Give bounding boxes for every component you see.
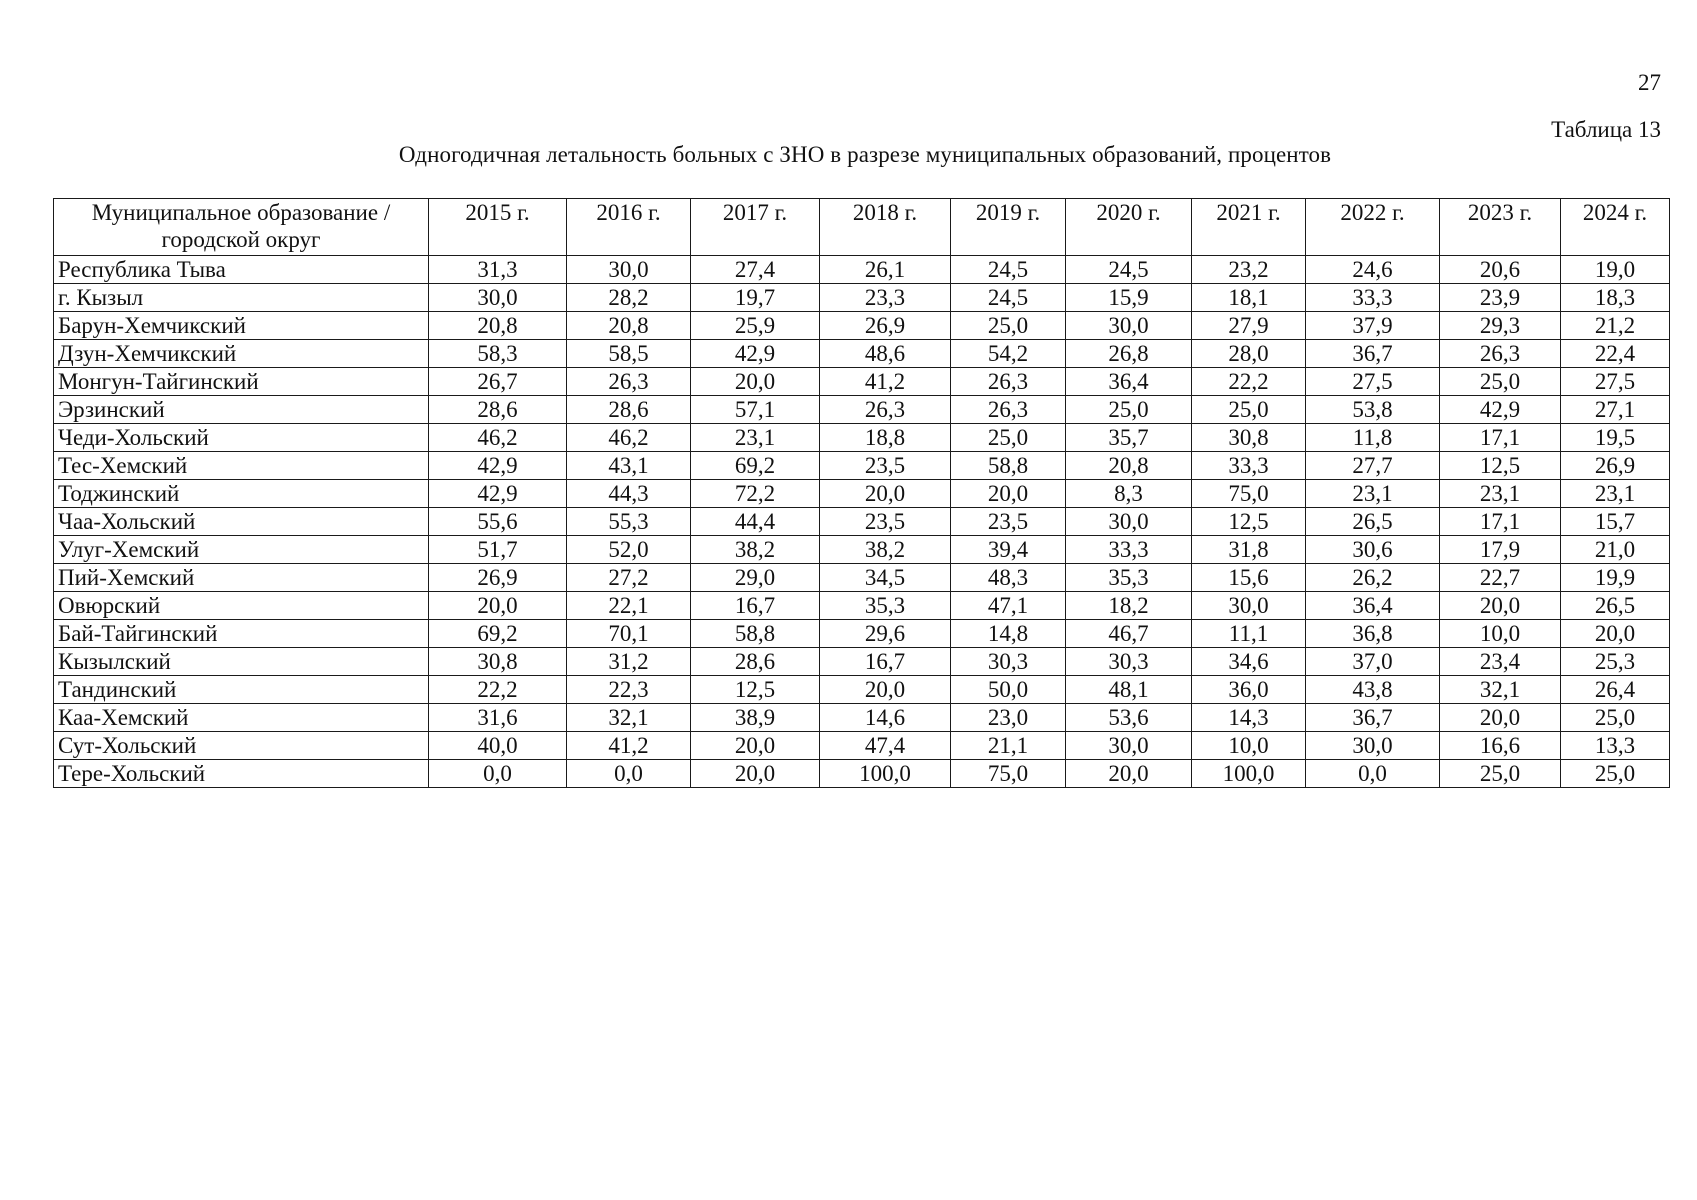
table-row (54, 396, 1670, 424)
value-cell: 26,3 (951, 396, 1066, 424)
value-cell: 41,2 (567, 732, 691, 760)
value-cell: 0,0 (1306, 760, 1440, 788)
value-cell: 26,5 (1306, 508, 1440, 536)
value-cell: 14,6 (820, 704, 951, 732)
value-cell: 28,6 (429, 396, 567, 424)
value-cell: 54,2 (951, 340, 1066, 368)
table-row (54, 452, 1670, 480)
value-cell: 33,3 (1192, 452, 1306, 480)
municipality-name-cell: Барун-Хемчикский (54, 312, 429, 340)
column-header-year: 2018 г. (820, 199, 951, 256)
value-cell: 24,5 (951, 256, 1066, 284)
municipality-name-cell: Дзун-Хемчикский (54, 340, 429, 368)
value-cell: 52,0 (567, 536, 691, 564)
value-cell: 37,0 (1306, 648, 1440, 676)
municipality-name-cell: Сут-Хольский (54, 732, 429, 760)
value-cell: 26,3 (951, 368, 1066, 396)
table-row (54, 648, 1670, 676)
column-header-year: 2015 г. (429, 199, 567, 256)
value-cell: 23,0 (951, 704, 1066, 732)
value-cell: 20,0 (951, 480, 1066, 508)
value-cell: 25,0 (1561, 760, 1670, 788)
table-row (54, 704, 1670, 732)
value-cell: 19,5 (1561, 424, 1670, 452)
value-cell: 46,2 (429, 424, 567, 452)
value-cell: 38,9 (691, 704, 820, 732)
value-cell: 33,3 (1066, 536, 1192, 564)
municipality-name-cell: Кызылский (54, 648, 429, 676)
municipality-name-cell: Тес-Хемский (54, 452, 429, 480)
value-cell: 25,3 (1561, 648, 1670, 676)
value-cell: 26,9 (1561, 452, 1670, 480)
value-cell: 20,8 (567, 312, 691, 340)
value-cell: 26,8 (1066, 340, 1192, 368)
value-cell: 26,3 (820, 396, 951, 424)
value-cell: 10,0 (1192, 732, 1306, 760)
column-header-year: 2024 г. (1561, 199, 1670, 256)
value-cell: 70,1 (567, 620, 691, 648)
value-cell: 25,0 (951, 312, 1066, 340)
value-cell: 25,0 (1066, 396, 1192, 424)
value-cell: 13,3 (1561, 732, 1670, 760)
value-cell: 16,7 (691, 592, 820, 620)
value-cell: 42,9 (429, 452, 567, 480)
value-cell: 23,1 (1306, 480, 1440, 508)
municipality-name-cell: Республика Тыва (54, 256, 429, 284)
value-cell: 25,0 (951, 424, 1066, 452)
municipality-name-cell: Пий-Хемский (54, 564, 429, 592)
value-cell: 27,9 (1192, 312, 1306, 340)
value-cell: 31,3 (429, 256, 567, 284)
value-cell: 16,7 (820, 648, 951, 676)
value-cell: 31,2 (567, 648, 691, 676)
value-cell: 29,0 (691, 564, 820, 592)
municipality-name-cell: г. Кызыл (54, 284, 429, 312)
table-header-row (54, 199, 1670, 256)
value-cell: 27,5 (1561, 368, 1670, 396)
value-cell: 15,9 (1066, 284, 1192, 312)
value-cell: 12,5 (1192, 508, 1306, 536)
value-cell: 26,1 (820, 256, 951, 284)
column-header-year: 2016 г. (567, 199, 691, 256)
column-header-year: 2019 г. (951, 199, 1066, 256)
table-row (54, 732, 1670, 760)
value-cell: 16,6 (1440, 732, 1561, 760)
value-cell: 53,6 (1066, 704, 1192, 732)
table-row (54, 368, 1670, 396)
value-cell: 17,1 (1440, 424, 1561, 452)
value-cell: 42,9 (1440, 396, 1561, 424)
value-cell: 22,7 (1440, 564, 1561, 592)
value-cell: 20,0 (1066, 760, 1192, 788)
municipality-name-cell: Тере-Хольский (54, 760, 429, 788)
table-row (54, 284, 1670, 312)
value-cell: 20,0 (691, 368, 820, 396)
value-cell: 27,7 (1306, 452, 1440, 480)
municipality-name-cell: Чеди-Хольский (54, 424, 429, 452)
value-cell: 30,0 (1066, 732, 1192, 760)
table-row (54, 312, 1670, 340)
value-cell: 28,6 (567, 396, 691, 424)
value-cell: 18,2 (1066, 592, 1192, 620)
value-cell: 41,2 (820, 368, 951, 396)
value-cell: 22,2 (1192, 368, 1306, 396)
value-cell: 25,9 (691, 312, 820, 340)
value-cell: 0,0 (567, 760, 691, 788)
value-cell: 20,0 (429, 592, 567, 620)
value-cell: 18,3 (1561, 284, 1670, 312)
value-cell: 26,3 (1440, 340, 1561, 368)
value-cell: 30,0 (1192, 592, 1306, 620)
value-cell: 12,5 (691, 676, 820, 704)
value-cell: 23,4 (1440, 648, 1561, 676)
municipality-name-cell: Овюрский (54, 592, 429, 620)
value-cell: 30,6 (1306, 536, 1440, 564)
value-cell: 30,8 (1192, 424, 1306, 452)
value-cell: 23,1 (1440, 480, 1561, 508)
value-cell: 55,6 (429, 508, 567, 536)
column-header-municipality: Муниципальное образование / городской округ (54, 199, 429, 256)
value-cell: 75,0 (951, 760, 1066, 788)
value-cell: 26,2 (1306, 564, 1440, 592)
value-cell: 23,1 (691, 424, 820, 452)
value-cell: 30,3 (1066, 648, 1192, 676)
value-cell: 18,1 (1192, 284, 1306, 312)
value-cell: 20,0 (1561, 620, 1670, 648)
table-row (54, 592, 1670, 620)
value-cell: 20,6 (1440, 256, 1561, 284)
value-cell: 22,2 (429, 676, 567, 704)
column-header-year: 2020 г. (1066, 199, 1192, 256)
value-cell: 23,5 (820, 452, 951, 480)
value-cell: 24,6 (1306, 256, 1440, 284)
value-cell: 37,9 (1306, 312, 1440, 340)
value-cell: 11,1 (1192, 620, 1306, 648)
value-cell: 19,9 (1561, 564, 1670, 592)
value-cell: 27,5 (1306, 368, 1440, 396)
value-cell: 43,8 (1306, 676, 1440, 704)
value-cell: 44,4 (691, 508, 820, 536)
table-row (54, 480, 1670, 508)
value-cell: 24,5 (951, 284, 1066, 312)
value-cell: 29,6 (820, 620, 951, 648)
value-cell: 25,0 (1440, 760, 1561, 788)
value-cell: 29,3 (1440, 312, 1561, 340)
value-cell: 10,0 (1440, 620, 1561, 648)
value-cell: 23,1 (1561, 480, 1670, 508)
value-cell: 30,0 (567, 256, 691, 284)
value-cell: 23,2 (1192, 256, 1306, 284)
value-cell: 17,1 (1440, 508, 1561, 536)
value-cell: 21,1 (951, 732, 1066, 760)
value-cell: 27,2 (567, 564, 691, 592)
column-header-year: 2022 г. (1306, 199, 1440, 256)
value-cell: 58,8 (951, 452, 1066, 480)
value-cell: 23,5 (820, 508, 951, 536)
value-cell: 36,4 (1306, 592, 1440, 620)
table-row (54, 564, 1670, 592)
value-cell: 39,4 (951, 536, 1066, 564)
value-cell: 36,7 (1306, 704, 1440, 732)
value-cell: 26,3 (567, 368, 691, 396)
value-cell: 100,0 (820, 760, 951, 788)
value-cell: 30,0 (1066, 508, 1192, 536)
value-cell: 21,2 (1561, 312, 1670, 340)
municipality-name-cell: Улуг-Хемский (54, 536, 429, 564)
value-cell: 26,5 (1561, 592, 1670, 620)
value-cell: 21,0 (1561, 536, 1670, 564)
value-cell: 30,0 (429, 284, 567, 312)
value-cell: 20,0 (691, 732, 820, 760)
municipality-name-cell: Эрзинский (54, 396, 429, 424)
value-cell: 27,1 (1561, 396, 1670, 424)
value-cell: 72,2 (691, 480, 820, 508)
value-cell: 20,0 (820, 676, 951, 704)
value-cell: 36,7 (1306, 340, 1440, 368)
value-cell: 48,1 (1066, 676, 1192, 704)
value-cell: 24,5 (1066, 256, 1192, 284)
value-cell: 44,3 (567, 480, 691, 508)
value-cell: 35,3 (1066, 564, 1192, 592)
table-row (54, 620, 1670, 648)
value-cell: 25,0 (1440, 368, 1561, 396)
table-label: Таблица 13 (1551, 117, 1661, 142)
value-cell: 30,0 (1066, 312, 1192, 340)
value-cell: 55,3 (567, 508, 691, 536)
value-cell: 20,8 (1066, 452, 1192, 480)
value-cell: 32,1 (1440, 676, 1561, 704)
value-cell: 69,2 (429, 620, 567, 648)
table-body (54, 256, 1670, 788)
value-cell: 20,0 (820, 480, 951, 508)
table-row (54, 536, 1670, 564)
value-cell: 30,8 (429, 648, 567, 676)
table-row (54, 760, 1670, 788)
value-cell: 14,8 (951, 620, 1066, 648)
value-cell: 17,9 (1440, 536, 1561, 564)
value-cell: 42,9 (691, 340, 820, 368)
value-cell: 25,0 (1561, 704, 1670, 732)
value-cell: 15,7 (1561, 508, 1670, 536)
municipality-name-cell: Тандинский (54, 676, 429, 704)
table-title: Одногодичная летальность больных с ЗНО в разрезе муниципальных образований, процентов (398, 142, 1332, 167)
value-cell: 46,2 (567, 424, 691, 452)
value-cell: 26,9 (429, 564, 567, 592)
column-header-year: 2017 г. (691, 199, 820, 256)
value-cell: 31,8 (1192, 536, 1306, 564)
value-cell: 12,5 (1440, 452, 1561, 480)
value-cell: 22,1 (567, 592, 691, 620)
value-cell: 25,0 (1192, 396, 1306, 424)
value-cell: 42,9 (429, 480, 567, 508)
value-cell: 36,4 (1066, 368, 1192, 396)
value-cell: 48,6 (820, 340, 951, 368)
value-cell: 34,6 (1192, 648, 1306, 676)
value-cell: 51,7 (429, 536, 567, 564)
table-row (54, 340, 1670, 368)
data-table (53, 198, 1670, 788)
value-cell: 20,0 (1440, 592, 1561, 620)
value-cell: 100,0 (1192, 760, 1306, 788)
value-cell: 26,9 (820, 312, 951, 340)
value-cell: 14,3 (1192, 704, 1306, 732)
value-cell: 19,0 (1561, 256, 1670, 284)
table-row (54, 424, 1670, 452)
value-cell: 40,0 (429, 732, 567, 760)
municipality-name-cell: Чаа-Хольский (54, 508, 429, 536)
value-cell: 31,6 (429, 704, 567, 732)
value-cell: 28,6 (691, 648, 820, 676)
value-cell: 27,4 (691, 256, 820, 284)
municipality-name-cell: Каа-Хемский (54, 704, 429, 732)
municipality-name-cell: Тоджинский (54, 480, 429, 508)
value-cell: 69,2 (691, 452, 820, 480)
value-cell: 0,0 (429, 760, 567, 788)
value-cell: 48,3 (951, 564, 1066, 592)
value-cell: 53,8 (1306, 396, 1440, 424)
value-cell: 58,8 (691, 620, 820, 648)
value-cell: 23,5 (951, 508, 1066, 536)
municipality-name-cell: Бай-Тайгинский (54, 620, 429, 648)
value-cell: 20,0 (691, 760, 820, 788)
value-cell: 23,9 (1440, 284, 1561, 312)
value-cell: 38,2 (691, 536, 820, 564)
column-header-year: 2023 г. (1440, 199, 1561, 256)
value-cell: 28,2 (567, 284, 691, 312)
value-cell: 30,0 (1306, 732, 1440, 760)
value-cell: 32,1 (567, 704, 691, 732)
value-cell: 75,0 (1192, 480, 1306, 508)
value-cell: 47,1 (951, 592, 1066, 620)
value-cell: 33,3 (1306, 284, 1440, 312)
municipality-name-cell: Монгун-Тайгинский (54, 368, 429, 396)
value-cell: 20,8 (429, 312, 567, 340)
value-cell: 58,5 (567, 340, 691, 368)
table-row (54, 508, 1670, 536)
page-number: 27 (1638, 70, 1661, 95)
value-cell: 28,0 (1192, 340, 1306, 368)
value-cell: 20,0 (1440, 704, 1561, 732)
value-cell: 50,0 (951, 676, 1066, 704)
value-cell: 35,7 (1066, 424, 1192, 452)
table-row (54, 256, 1670, 284)
value-cell: 34,5 (820, 564, 951, 592)
value-cell: 38,2 (820, 536, 951, 564)
value-cell: 18,8 (820, 424, 951, 452)
value-cell: 23,3 (820, 284, 951, 312)
value-cell: 26,7 (429, 368, 567, 396)
value-cell: 8,3 (1066, 480, 1192, 508)
value-cell: 46,7 (1066, 620, 1192, 648)
value-cell: 22,4 (1561, 340, 1670, 368)
table-row (54, 676, 1670, 704)
value-cell: 15,6 (1192, 564, 1306, 592)
value-cell: 36,0 (1192, 676, 1306, 704)
value-cell: 36,8 (1306, 620, 1440, 648)
value-cell: 19,7 (691, 284, 820, 312)
value-cell: 57,1 (691, 396, 820, 424)
value-cell: 11,8 (1306, 424, 1440, 452)
value-cell: 43,1 (567, 452, 691, 480)
value-cell: 47,4 (820, 732, 951, 760)
value-cell: 22,3 (567, 676, 691, 704)
value-cell: 26,4 (1561, 676, 1670, 704)
value-cell: 58,3 (429, 340, 567, 368)
value-cell: 30,3 (951, 648, 1066, 676)
column-header-year: 2021 г. (1192, 199, 1306, 256)
value-cell: 35,3 (820, 592, 951, 620)
